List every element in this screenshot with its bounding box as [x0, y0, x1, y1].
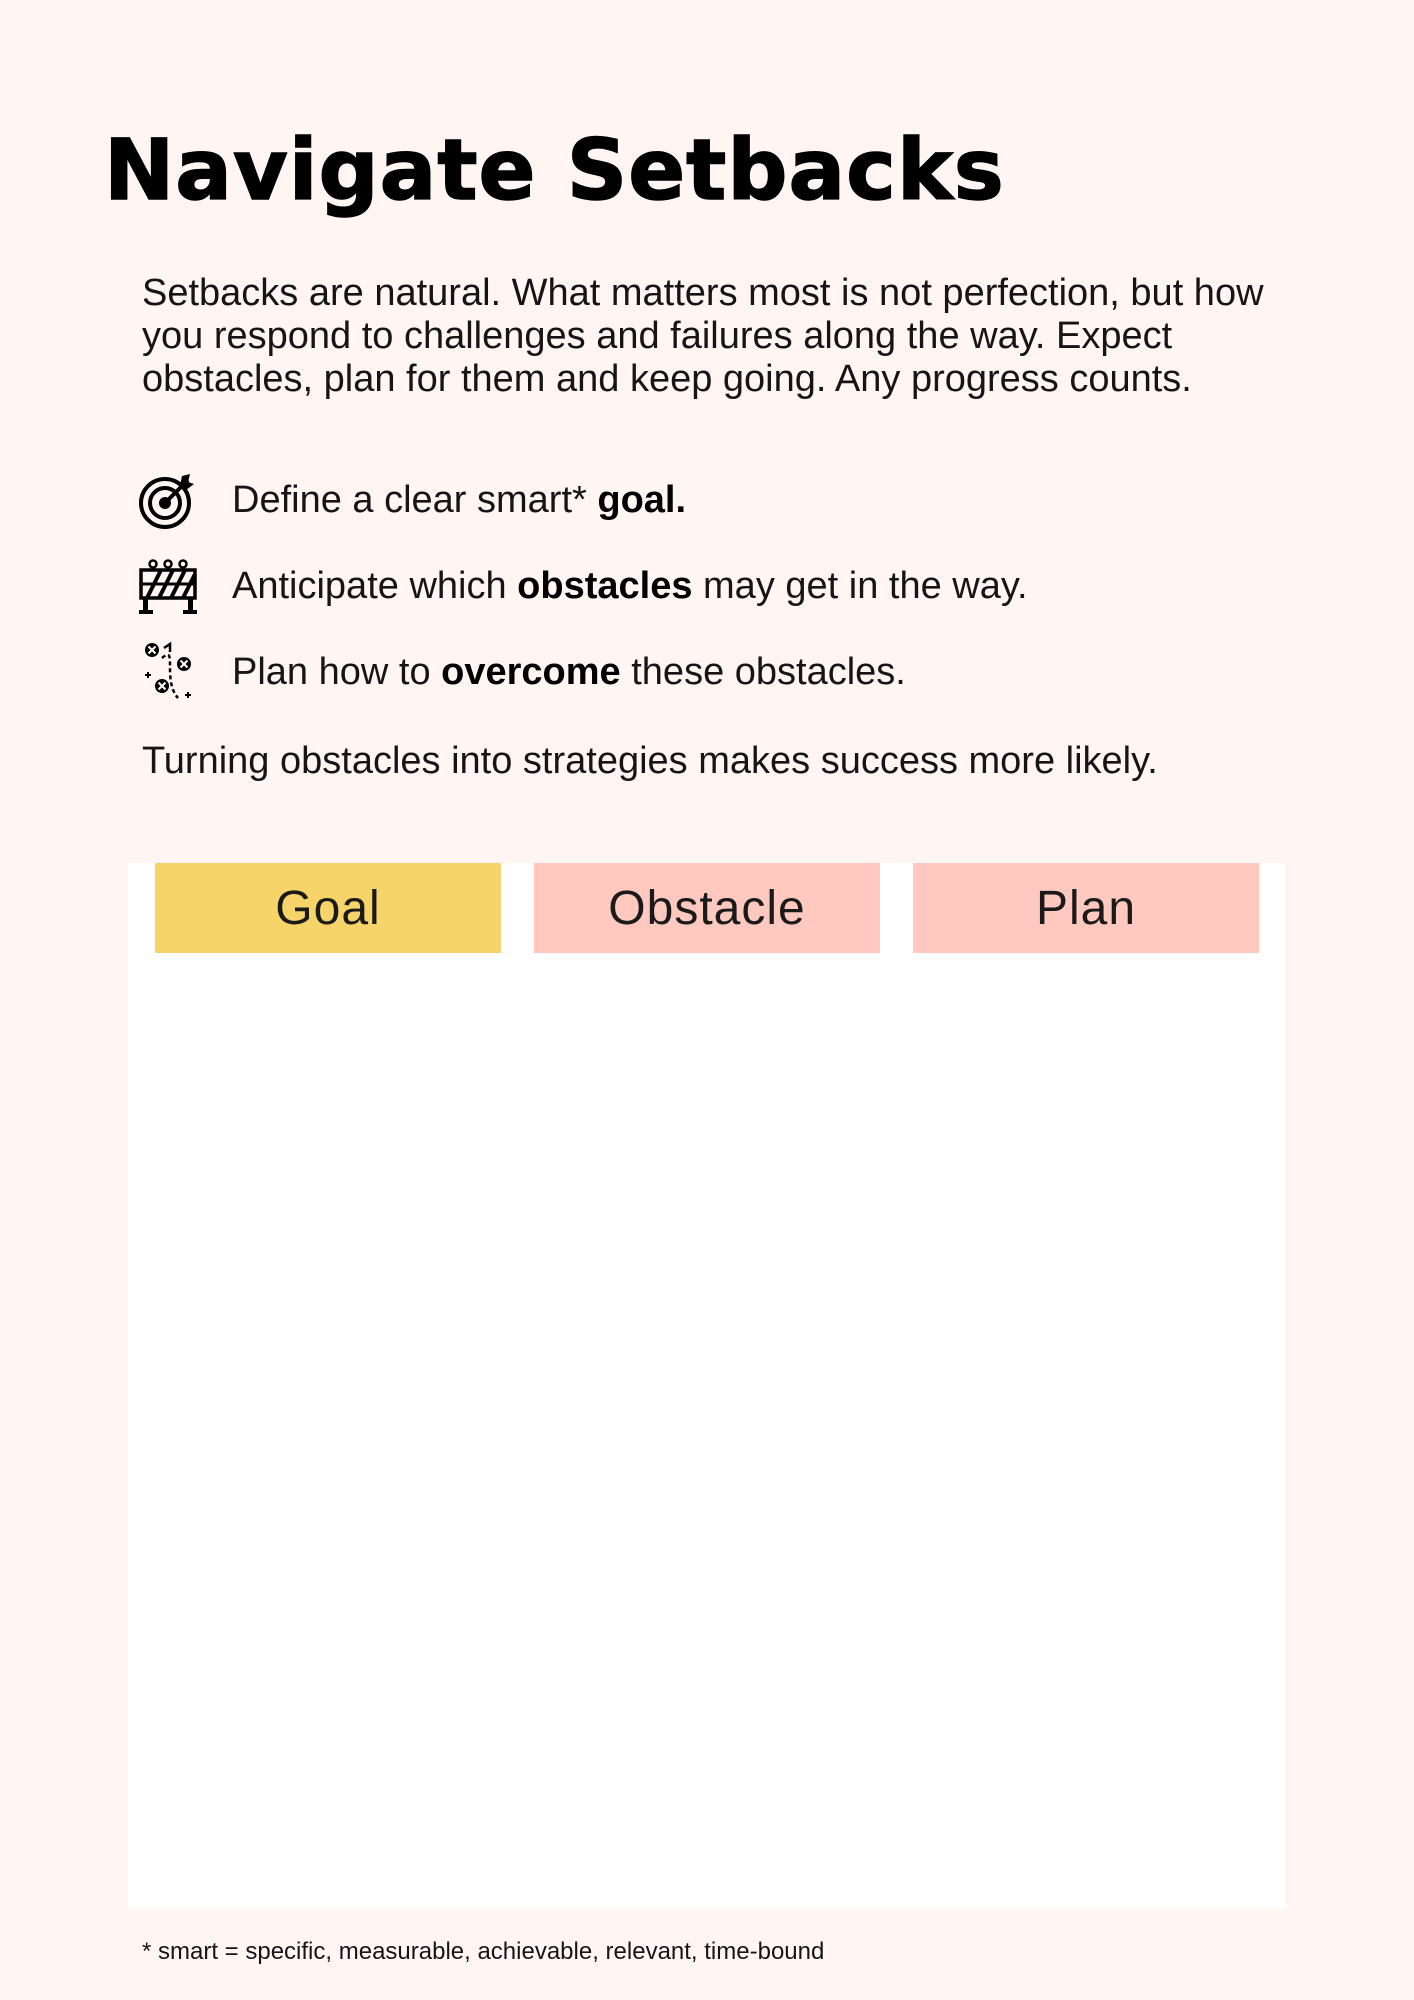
outro-paragraph: Turning obstacles into strategies makes success more likely. [142, 740, 1158, 782]
step-goal-text: Define a clear smart* goal. [232, 479, 687, 521]
target-icon [136, 468, 200, 532]
step-obstacles [136, 556, 1336, 616]
barrier-icon [136, 554, 200, 618]
goal-column-header: Goal [155, 863, 501, 953]
steps-list [136, 470, 1336, 728]
page-title: Navigate Setbacks [104, 121, 1005, 219]
worksheet-table [128, 863, 1286, 1908]
step-plan [136, 642, 1336, 702]
step-obstacles-text: Anticipate which obstacles may get in the way. [232, 565, 1028, 607]
intro-paragraph: Setbacks are natural. What matters most is not perfection, but how you respond to challenges and failures along the way. Expect obstacles, plan for them and keep going. Any progress counts. [142, 272, 1264, 400]
plan-column-header: Plan [913, 863, 1259, 953]
strategy-icon [136, 640, 200, 704]
footnote: * smart = specific, measurable, achievable, relevant, time-bound [142, 1938, 825, 1965]
obstacle-column-header: Obstacle [534, 863, 880, 953]
step-plan-text: Plan how to overcome these obstacles. [232, 651, 906, 693]
step-goal [136, 470, 1336, 530]
